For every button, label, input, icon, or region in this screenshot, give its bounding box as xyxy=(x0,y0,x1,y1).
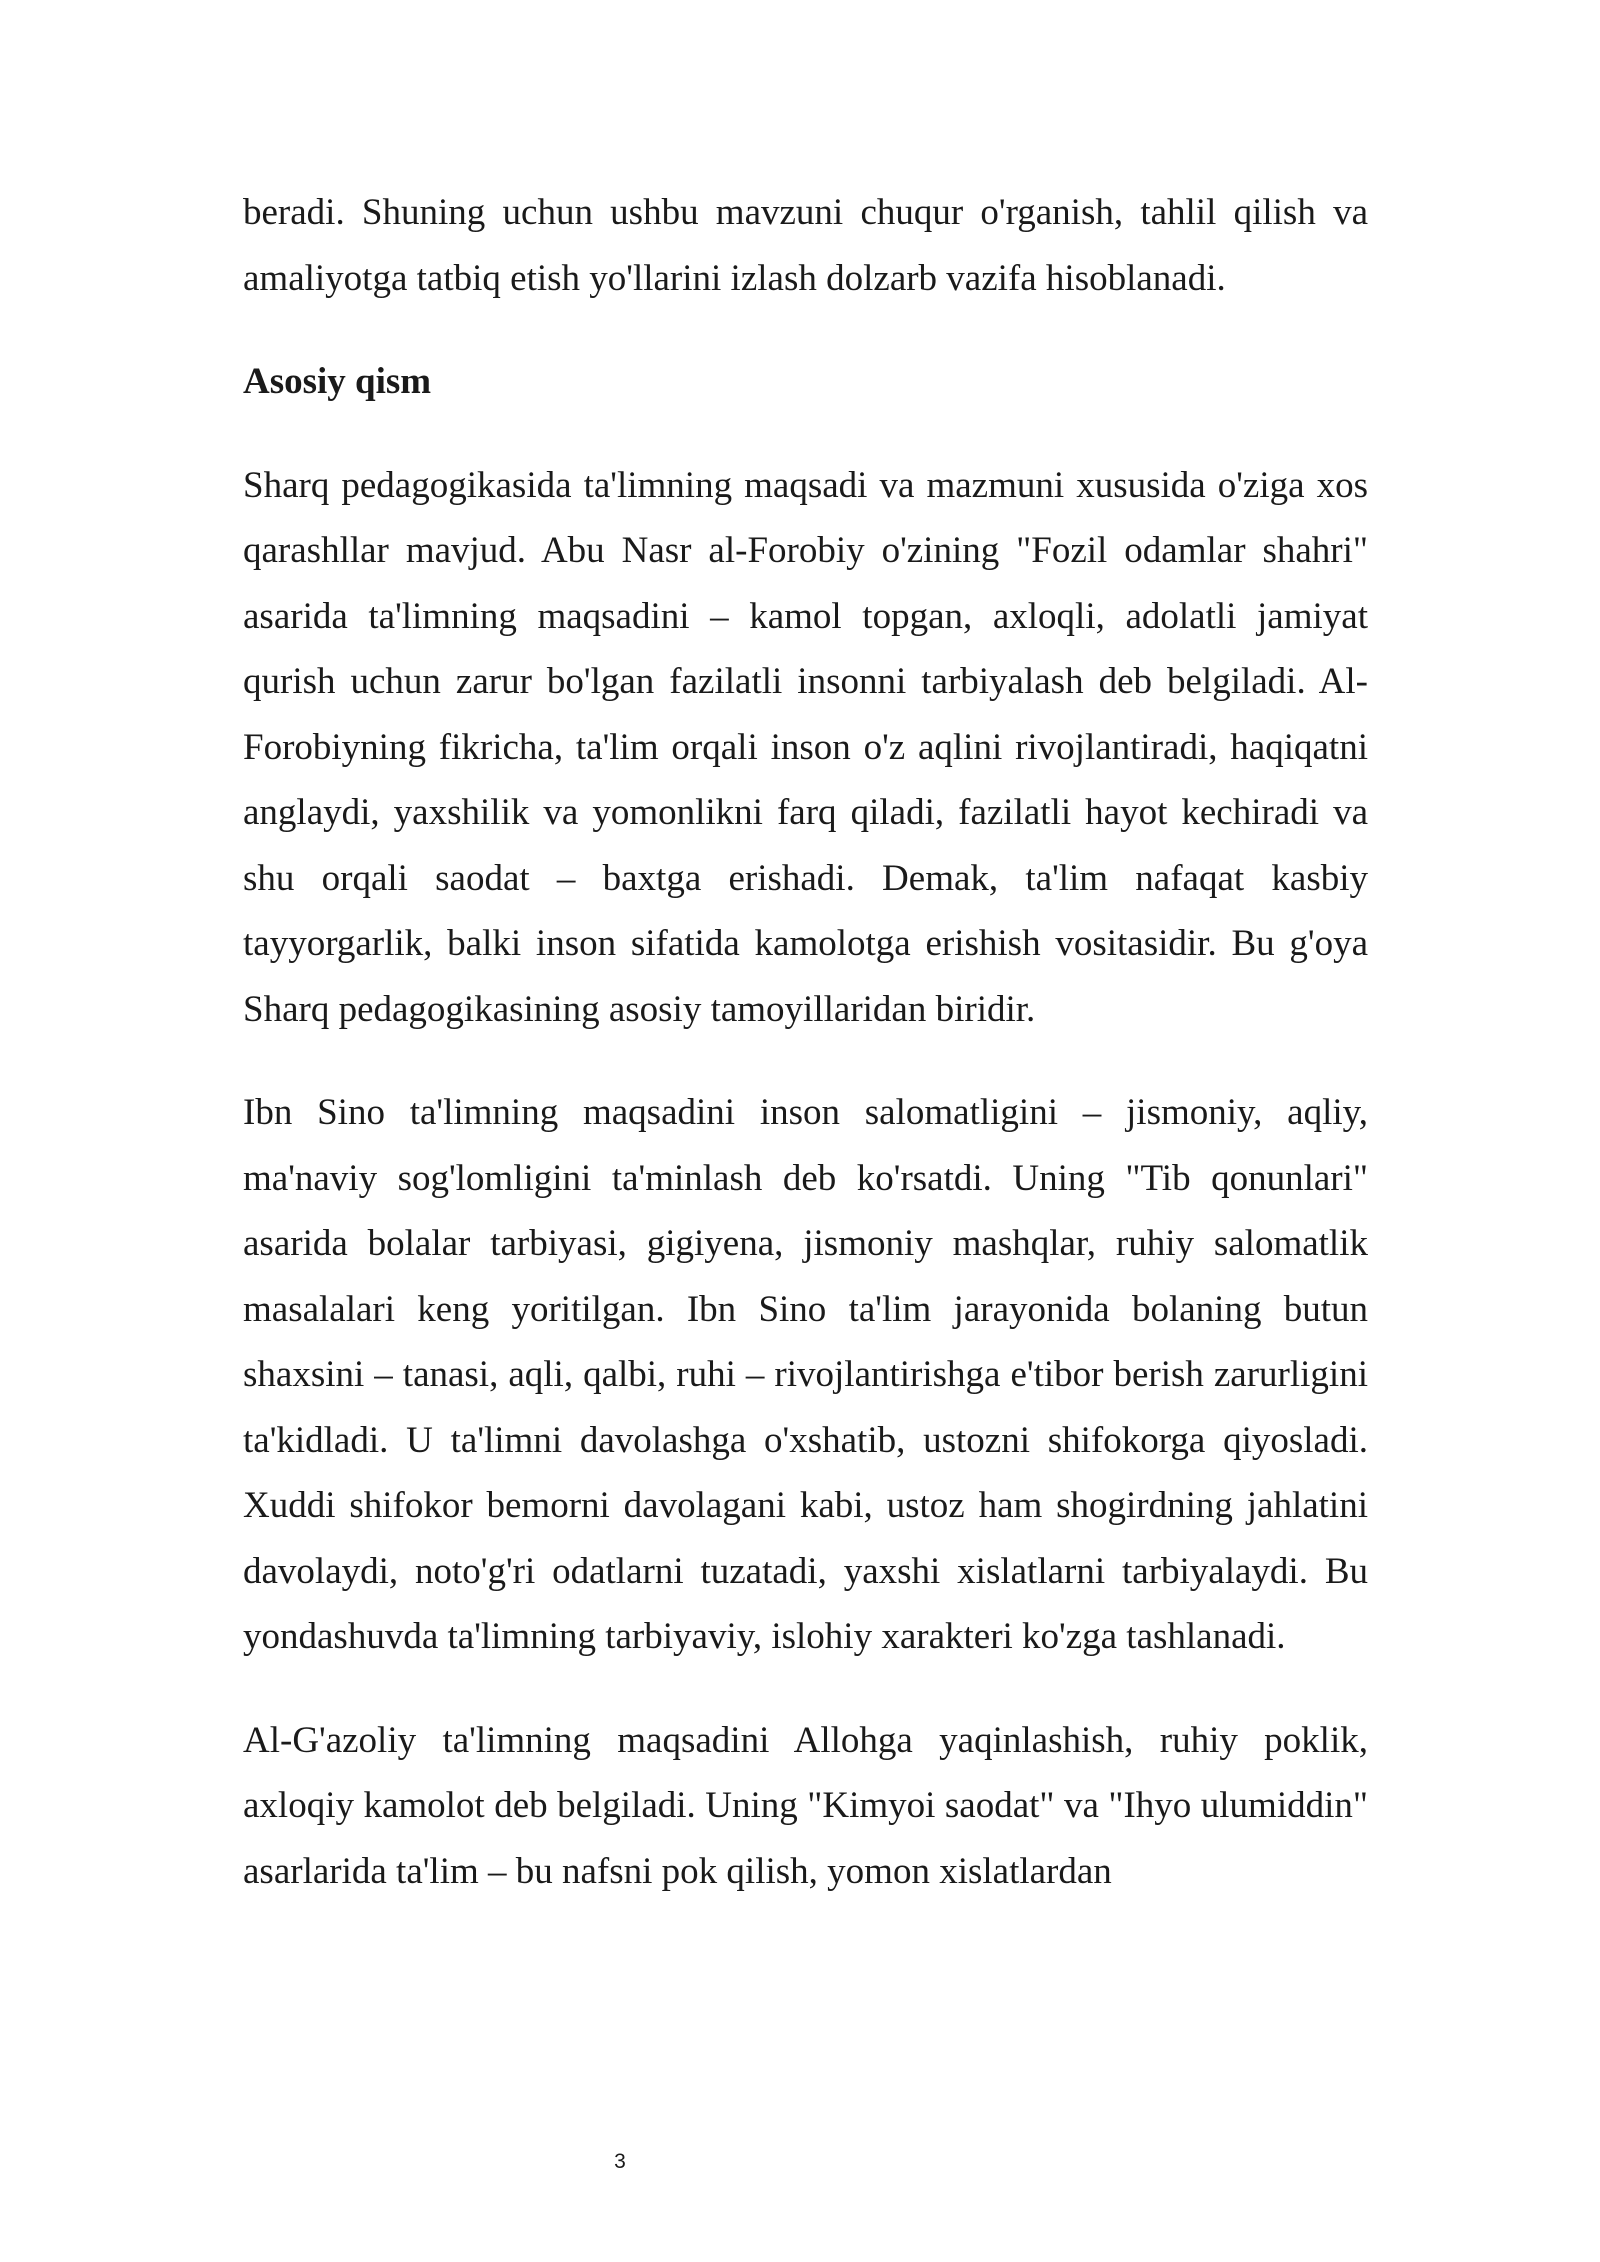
page-body xyxy=(243,180,1368,1904)
paragraph-gazoliy: Al-G'azoliy ta'limning maqsadini Allohga yaqinlashish, ruhiy poklik, axloqiy kamolot deb belgiladi. Uning "Kimyoi saodat" va "Ihyo ulumiddin" asarlarida ta'lim – bu nafsni pok qilish, yomon xislatlardan xyxy=(243,1719,1368,1892)
page-number: 3 xyxy=(614,2150,626,2173)
paragraph-forobiy: Sharq pedagogikasida ta'limning maqsadi va mazmuni xususida o'ziga xos qarashllar mavjud. Abu Nasr al-Forobiy o'zining "Fozil odamlar shahri" asarida ta'limning maqsadini – kamol topgan, axloqli, adolatli jamiyat qurish uchun zarur bo'lgan fazilatli insonni tarbiyalash deb belgiladi. Al-Forobiyning fikricha, ta'lim orqali inson o'z aqlini rivojlantiradi, haqiqatni anglaydi, yaxshilik va yomonlikni farq qiladi, fazilatli hayot kechiradi va shu orqali saodat – baxtga erishadi. Demak, ta'lim nafaqat kasbiy tayyorgarlik, balki inson sifatida kamolotga erishish vositasidir. Bu g'oya Sharq pedagogikasining asosiy tamoyillaridan biridir. xyxy=(243,464,1368,1030)
section-heading: Asosiy qism xyxy=(243,361,432,402)
paragraph-intro: beradi. Shuning uchun ushbu mavzuni chuqur o'rganish, tahlil qilish va amaliyotga tatbiq etish yo'llarini izlash dolzarb vazifa hisoblanadi. xyxy=(243,192,1368,299)
paragraph-ibn-sino: Ibn Sino ta'limning maqsadini inson salomatligini – jismoniy, aqliy, ma'naviy sog'lomligini ta'minlash deb ko'rsatdi. Uning "Tib qonunlari" asarida bolalar tarbiyasi, gigiyena, jismoniy mashqlar, ruhiy salomatlik masalalari keng yoritilgan. Ibn Sino ta'lim jarayonida bolaning butun shaxsini – tanasi, aqli, qalbi, ruhi – rivojlantirishga e'tibor berish zarurligini ta'kidladi. U ta'limni davolashga o'xshatib, ustozni shifokorga qiyosladi. Xuddi shifokor bemorni davolagani kabi, ustoz ham shogirdning jahlatini davolaydi, noto'g'ri odatlarni tuzatadi, yaxshi xislatlarni tarbiyalaydi. Bu yondashuvda ta'limning tarbiyaviy, islohiy xarakteri ko'zga tashlanadi. xyxy=(243,1092,1368,1657)
